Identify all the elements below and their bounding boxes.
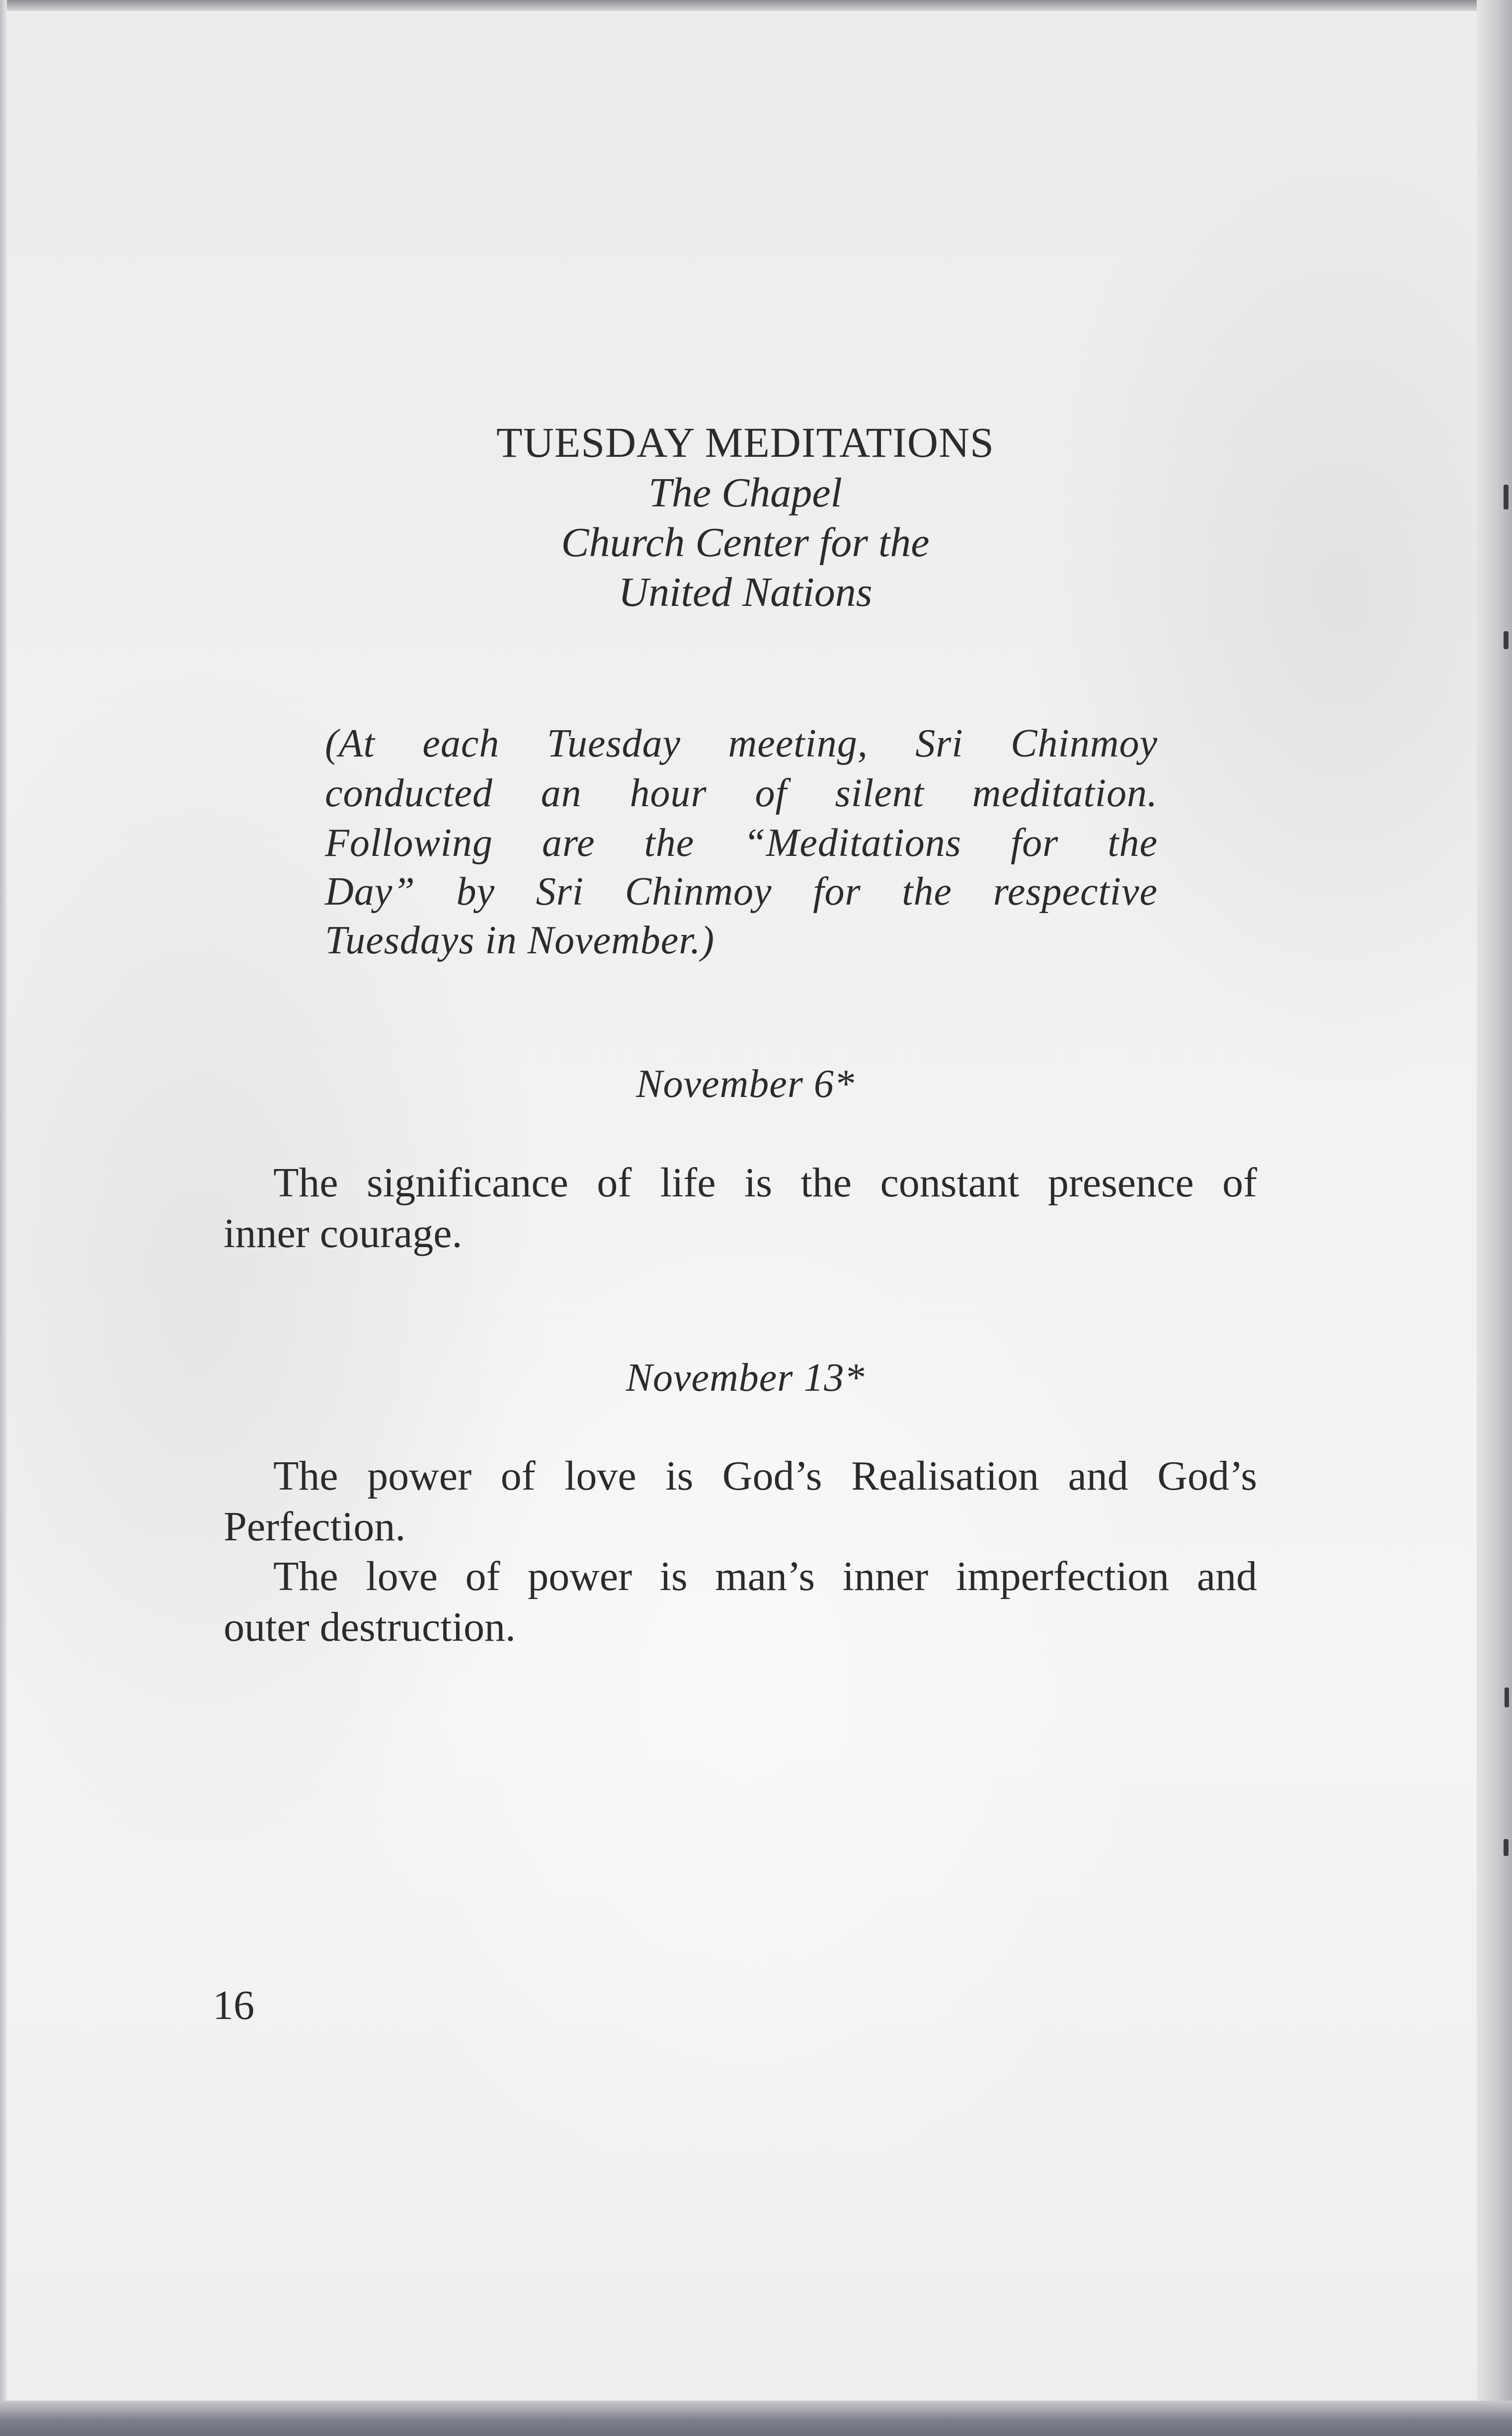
- scan-edge-right: [1477, 0, 1512, 2436]
- intro-note-line: Tuesdays in November.): [325, 919, 715, 962]
- entry-text-line: outer destruction.: [224, 1604, 516, 1650]
- venue-line: Church Center for the: [561, 519, 930, 566]
- intro-note-line: Day” by Sri Chinmoy for the respective: [325, 870, 1158, 914]
- intro-note-line: conducted an hour of silent meditation.: [325, 771, 1158, 815]
- entry-date: November 6*: [636, 1062, 855, 1106]
- entry-text-line: The power of love is God’s Realisation and God’s: [273, 1453, 1257, 1499]
- venue-line: The Chapel: [648, 470, 842, 516]
- entry-text-line: inner courage.: [224, 1210, 463, 1257]
- entry-text-line: Perfection.: [224, 1504, 406, 1550]
- entry-text-line: The love of power is man’s inner imperfection and: [273, 1553, 1257, 1599]
- venue-line: United Nations: [618, 569, 873, 615]
- scan-speck: [1504, 485, 1509, 509]
- scan-edge-bottom: [0, 2401, 1512, 2436]
- entry-date: November 13*: [626, 1356, 865, 1400]
- scan-speck: [1504, 631, 1509, 649]
- scan-edge-left: [0, 0, 7, 2436]
- scan-edge-top: [0, 0, 1512, 11]
- scan-speck: [1504, 1839, 1509, 1856]
- intro-note-line: (At each Tuesday meeting, Sri Chinmoy: [325, 722, 1158, 765]
- page-number: 16: [213, 1982, 254, 2028]
- intro-note-line: Following are the “Meditations for the: [325, 821, 1158, 865]
- scan-speck: [1505, 1687, 1509, 1707]
- page-heading: TUESDAY MEDITATIONS: [496, 419, 994, 466]
- entry-text-line: The significance of life is the constant presence of: [273, 1160, 1257, 1206]
